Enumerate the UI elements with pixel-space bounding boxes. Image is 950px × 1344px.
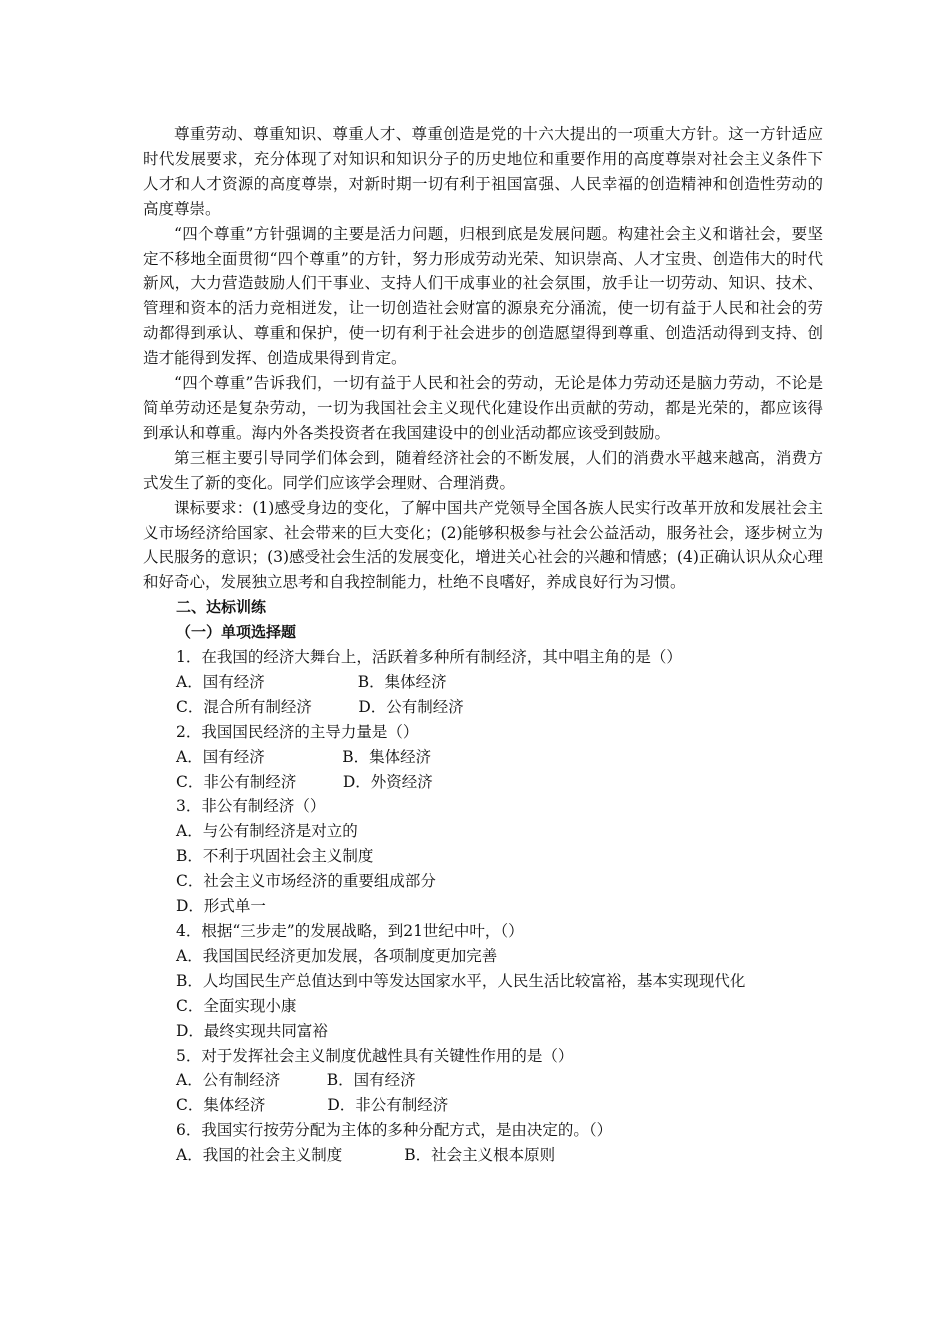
question-2-options-cd: C．非公有制经济 D．外资经济 [176, 772, 433, 791]
question-3-option-a: A．与公有制经济是对立的 [176, 822, 358, 841]
document-page [143, 122, 823, 1168]
paragraph-1: 尊重劳动、尊重知识、尊重人才、尊重创造是党的十六大提出的一项重大方针。这一方针适应时代发展要求，充分体现了对知识和知识分子的历史地位和重要作用的高度尊崇对社会主义条件下人才和人才资源的高度尊崇，对新时期一切有利于祖国富强、人民幸福的创造精神和创造性劳动的高度尊崇。 [143, 125, 823, 218]
paragraph-2: “四个尊重”方针强调的主要是活力问题，归根到底是发展问题。构建社会主义和谐社会，要坚定不移地全面贯彻“四个尊重”的方针，努力形成劳动光荣、知识崇高、人才宝贵、创造伟大的时代新风，大力营造鼓励人们干事业、支持人们干成事业的社会氛围，放手让一切劳动、知识、技术、管理和资本的活力竞相迸发，让一切创造社会财富的源泉充分涌流，使一切有益于人民和社会的劳动都得到承认、尊重和保护，使一切有利于社会进步的创造愿望得到尊重、创造活动得到支持、创造才能得到发挥、创造成果得到肯定。 [143, 224, 823, 368]
section-heading: 二、达标训练 [176, 598, 267, 617]
question-2: 2．我国国民经济的主导力量是（） [176, 722, 419, 741]
question-4-option-c: C．全面实现小康 [176, 996, 297, 1015]
question-3-option-c: C．社会主义市场经济的重要组成部分 [176, 872, 436, 891]
question-4-option-d: D．最终实现共同富裕 [176, 1021, 328, 1040]
question-1: 1．在我国的经济大舞台上，活跃着多种所有制经济，其中唱主角的是（） [176, 648, 682, 667]
question-5: 5．对于发挥社会主义制度优越性具有关键性作用的是（） [176, 1046, 574, 1065]
question-6-options-ab: A．我国的社会主义制度 B．社会主义根本原则 [176, 1146, 556, 1165]
quiz-list [143, 645, 823, 1168]
paragraph-3: “四个尊重”告诉我们，一切有益于人民和社会的劳动，无论是体力劳动还是脑力劳动，不论是简单劳动还是复杂劳动，一切为我国社会主义现代化建设作出贡献的劳动，都是光荣的，都应该得到承认和尊重。海内外各类投资者在我国建设中的创业活动都应该受到鼓励。 [143, 374, 823, 442]
question-6: 6．我国实行按劳分配为主体的多种分配方式，是由决定的。（） [176, 1121, 613, 1140]
question-4-option-a: A．我国国民经济更加发展，各项制度更加完善 [176, 946, 498, 965]
question-3: 3．非公有制经济（） [176, 797, 326, 816]
paragraph-5: 课标要求：(1)感受身边的变化，了解中国共产党领导全国各族人民实行改革开放和发展社会主义市场经济给国家、社会带来的巨大变化；(2)能够积极参与社会公益活动，服务社会，逐步树立为人民服务的意识；(3)感受社会生活的发展变化，增进关心社会的兴趣和情感；(4)正确认识从众心理和好奇心，发展独立思考和自我控制能力，杜绝不良嗜好，养成良好行为习惯。 [143, 498, 823, 592]
question-4-option-b: B．人均国民生产总值达到中等发达国家水平，人民生活比较富裕，基本实现现代化 [176, 971, 746, 990]
question-3-option-d: D．形式单一 [176, 897, 266, 916]
subsection-heading: （一）单项选择题 [176, 623, 297, 642]
question-4: 4．根据“三步走”的发展战略，到21世纪中叶，（） [176, 922, 524, 940]
question-1-options-ab: A．国有经济 B．集体经济 [176, 672, 447, 691]
question-1-options-cd: C．混合所有制经济 D．公有制经济 [176, 697, 464, 716]
question-5-options-cd: C．集体经济 D．非公有制经济 [176, 1096, 449, 1115]
question-5-options-ab: A．公有制经济 B．国有经济 [176, 1071, 416, 1090]
question-2-options-ab: A．国有经济 B．集体经济 [176, 747, 432, 766]
question-3-option-b: B．不利于巩固社会主义制度 [176, 847, 374, 866]
paragraph-4: 第三框主要引导同学们体会到，随着经济社会的不断发展，人们的消费水平越来越高，消费方式发生了新的变化。同学们应该学会理财、合理消费。 [143, 448, 823, 492]
